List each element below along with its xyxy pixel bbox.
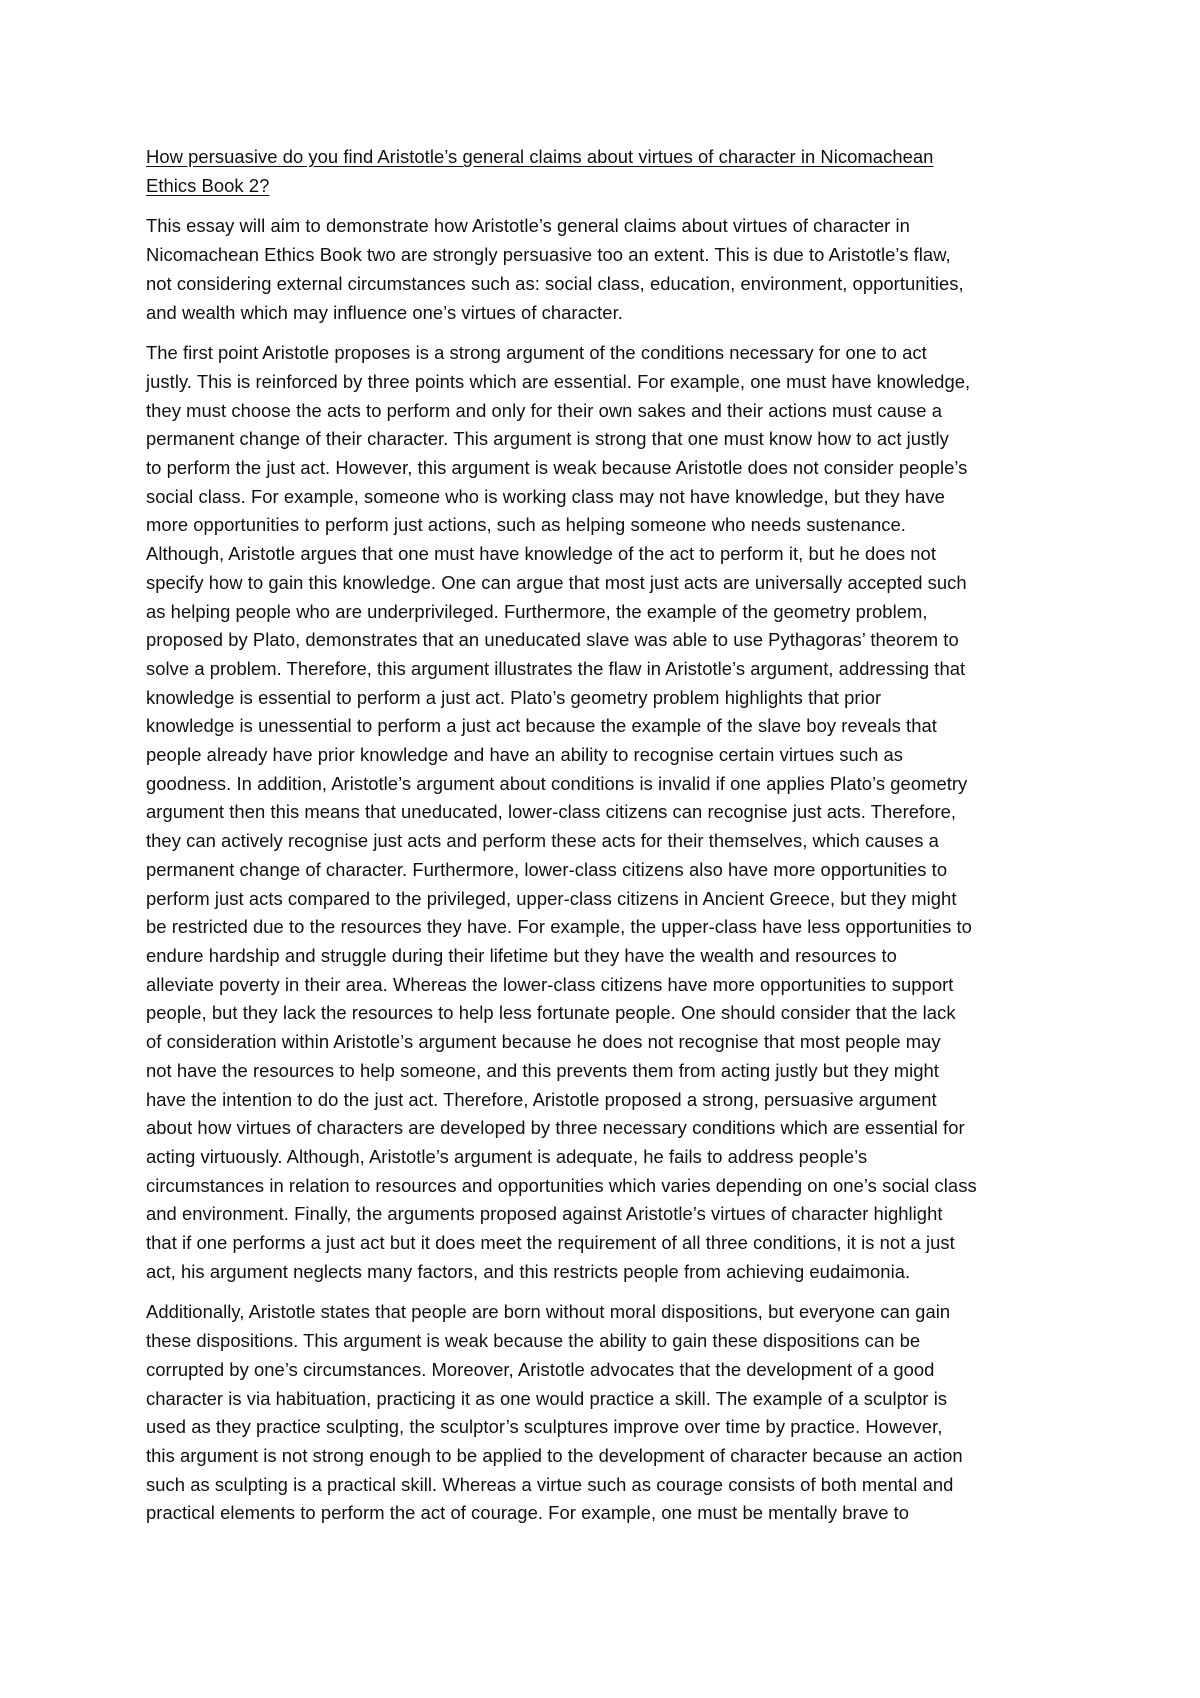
paragraph-line: to perform the just act. However, this argument is weak because Aristotle does not consider people’s xyxy=(146,457,968,479)
paragraph-line: acting virtuously. Although, Aristotle’s argument is adequate, he fails to address people’s xyxy=(146,1145,868,1167)
paragraph-line: justly. This is reinforced by three points which are essential. For example, one must have knowledge, xyxy=(146,370,971,392)
paragraph-line: practical elements to perform the act of courage. For example, one must be mentally brave to xyxy=(146,1502,910,1524)
paragraph-line: argument then this means that uneducated, lower-class citizens can recognise just acts. Therefore, xyxy=(146,801,957,823)
paragraph-line: proposed by Plato, demonstrates that an uneducated slave was able to use Pythagoras’ theorem to xyxy=(146,629,959,651)
paragraph-line: and wealth which may influence one’s virtues of character. xyxy=(146,301,623,323)
paragraph-line: endure hardship and struggle during their lifetime but they have the wealth and resources to xyxy=(146,944,897,966)
body-paragraph-first-point xyxy=(146,339,1066,1286)
paragraph-line: This essay will aim to demonstrate how Aristotle’s general claims about virtues of character in xyxy=(146,215,910,237)
paragraph-line: used as they practice sculpting, the sculptor’s sculptures improve over time by practice. However, xyxy=(146,1416,943,1438)
paragraph-line: people, but they lack the resources to help less fortunate people. One should consider that the lack xyxy=(146,1002,956,1024)
paragraph-line: circumstances in relation to resources and opportunities which varies depending on one’s social class xyxy=(146,1174,977,1196)
paragraph-line: as helping people who are underprivileged. Furthermore, the example of the geometry problem, xyxy=(146,600,928,622)
intro-paragraph xyxy=(146,212,1066,327)
paragraph-line: these dispositions. This argument is weak because the ability to gain these dispositions can be xyxy=(146,1330,921,1352)
document-body xyxy=(146,143,1066,1540)
paragraph-line: this argument is not strong enough to be applied to the development of character because an action xyxy=(146,1444,963,1466)
body-paragraph-dispositions xyxy=(146,1298,1066,1528)
paragraph-line: corrupted by one’s circumstances. Moreover, Aristotle advocates that the development of a good xyxy=(146,1358,935,1380)
paragraph-line: not considering external circumstances such as: social class, education, environment, opportunities, xyxy=(146,272,964,294)
paragraph-line: alleviate poverty in their area. Whereas the lower-class citizens have more opportunities to support xyxy=(146,973,954,995)
paragraph-line: be restricted due to the resources they have. For example, the upper-class have less opportunities to xyxy=(146,916,972,938)
paragraph-line: they can actively recognise just acts and perform these acts for their themselves, which causes a xyxy=(146,830,939,852)
paragraph-line: specify how to gain this knowledge. One can argue that most just acts are universally accepted such xyxy=(146,571,967,593)
paragraph-line: not have the resources to help someone, and this prevents them from acting justly but they might xyxy=(146,1059,939,1081)
paragraph-line: social class. For example, someone who is working class may not have knowledge, but they have xyxy=(146,485,945,507)
paragraph-line: Additionally, Aristotle states that people are born without moral dispositions, but everyone can gain xyxy=(146,1301,951,1323)
paragraph-line: people already have prior knowledge and have an ability to recognise certain virtues such as xyxy=(146,744,904,766)
paragraph-line: about how virtues of characters are developed by three necessary conditions which are essential for xyxy=(146,1117,965,1139)
paragraph-line: goodness. In addition, Aristotle’s argument about conditions is invalid if one applies Plato’s geometry xyxy=(146,772,968,794)
essay-title xyxy=(146,143,1066,200)
paragraph-line: Nicomachean Ethics Book two are strongly persuasive too an extent. This is due to Aristotle’s flaw, xyxy=(146,244,951,266)
paragraph-line: character is via habituation, practicing it as one would practice a skill. The example of a sculptor is xyxy=(146,1387,948,1409)
paragraph-line: more opportunities to perform just actions, such as helping someone who needs sustenance. xyxy=(146,514,906,536)
paragraph-line: permanent change of character. Furthermore, lower-class citizens also have more opportunities to xyxy=(146,858,948,880)
paragraph-line: The first point Aristotle proposes is a strong argument of the conditions necessary for one to act xyxy=(146,342,927,364)
paragraph-line: knowledge is essential to perform a just act. Plato’s geometry problem highlights that prior xyxy=(146,686,882,708)
paragraph-line: solve a problem. Therefore, this argument illustrates the flaw in Aristotle’s argument, addressing that xyxy=(146,657,966,679)
paragraph-line: have the intention to do the just act. Therefore, Aristotle proposed a strong, persuasive argument xyxy=(146,1088,937,1110)
paragraph-line: knowledge is unessential to perform a just act because the example of the slave boy reveals that xyxy=(146,715,937,737)
paragraph-line: that if one performs a just act but it does meet the requirement of all three conditions, it is not a just xyxy=(146,1232,955,1254)
title-line: Ethics Book 2? xyxy=(146,174,270,196)
paragraph-line: and environment. Finally, the arguments proposed against Aristotle’s virtues of character highlight xyxy=(146,1203,943,1225)
paragraph-line: permanent change of their character. This argument is strong that one must know how to act justly xyxy=(146,428,949,450)
paragraph-line: Although, Aristotle argues that one must have knowledge of the act to perform it, but he does not xyxy=(146,543,936,565)
paragraph-line: of consideration within Aristotle’s argument because he does not recognise that most people may xyxy=(146,1031,941,1053)
paragraph-line: perform just acts compared to the privileged, upper-class citizens in Ancient Greece, but they might xyxy=(146,887,957,909)
paragraph-line: they must choose the acts to perform and only for their own sakes and their actions must cause a xyxy=(146,399,943,421)
paragraph-line: act, his argument neglects many factors, and this restricts people from achieving eudaimonia. xyxy=(146,1260,911,1282)
paragraph-line: such as sculpting is a practical skill. Whereas a virtue such as courage consists of both mental and xyxy=(146,1473,954,1495)
title-line: How persuasive do you find Aristotle’s general claims about virtues of character in Nicomachean xyxy=(146,146,934,167)
